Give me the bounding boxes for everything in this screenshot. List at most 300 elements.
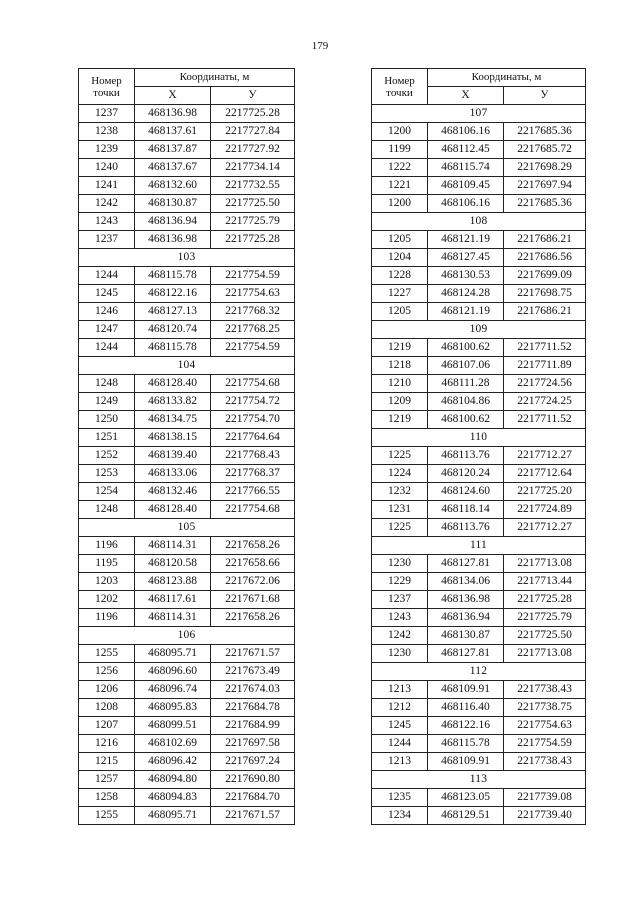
section-row xyxy=(372,213,586,231)
x-coordinate-cell: 468106.16 xyxy=(428,195,504,213)
y-coordinate-cell: 2217725.20 xyxy=(504,483,586,501)
y-coordinate-cell: 2217698.29 xyxy=(504,159,586,177)
table-row xyxy=(79,159,295,177)
point-number-cell: 1229 xyxy=(372,573,428,591)
x-coordinate-cell: 468099.51 xyxy=(135,717,211,735)
x-coordinate-cell: 468133.82 xyxy=(135,393,211,411)
point-number-cell: 1210 xyxy=(372,375,428,393)
table-row xyxy=(372,699,586,717)
point-number-cell: 1234 xyxy=(372,807,428,825)
point-number-cell: 1216 xyxy=(79,735,135,753)
table-row xyxy=(79,267,295,285)
x-coordinate-cell: 468116.40 xyxy=(428,699,504,717)
table-row xyxy=(79,681,295,699)
section-number: 109 xyxy=(372,321,586,339)
y-coordinate-cell: 2217684.99 xyxy=(211,717,295,735)
point-number-cell: 1237 xyxy=(372,591,428,609)
y-coordinate-cell: 2217732.55 xyxy=(211,177,295,195)
page-number: 179 xyxy=(311,40,329,52)
table-row xyxy=(79,321,295,339)
y-coordinate-cell: 2217754.68 xyxy=(211,375,295,393)
table-row xyxy=(372,411,586,429)
table-row xyxy=(79,339,295,357)
x-coordinate-cell: 468114.31 xyxy=(135,537,211,555)
x-coordinate-cell: 468120.58 xyxy=(135,555,211,573)
y-coordinate-cell: 2217712.64 xyxy=(504,465,586,483)
table-row xyxy=(372,231,586,249)
table-row xyxy=(372,717,586,735)
point-number-cell: 1237 xyxy=(79,105,135,123)
point-number-cell: 1202 xyxy=(79,591,135,609)
y-coordinate-cell: 2217725.28 xyxy=(211,231,295,249)
y-coordinate-cell: 2217738.43 xyxy=(504,753,586,771)
x-coordinate-cell: 468096.42 xyxy=(135,753,211,771)
point-number-cell: 1254 xyxy=(79,483,135,501)
x-coordinate-cell: 468095.83 xyxy=(135,699,211,717)
table-row xyxy=(79,735,295,753)
point-number-cell: 1222 xyxy=(372,159,428,177)
x-coordinate-cell: 468096.74 xyxy=(135,681,211,699)
section-number: 112 xyxy=(372,663,586,681)
y-coordinate-cell: 2217674.03 xyxy=(211,681,295,699)
y-coordinate-cell: 2217686.21 xyxy=(504,303,586,321)
x-coordinate-cell: 468109.91 xyxy=(428,753,504,771)
table-row xyxy=(372,159,586,177)
table-row xyxy=(79,123,295,141)
point-number-cell: 1235 xyxy=(372,789,428,807)
table-row xyxy=(79,195,295,213)
header-coordinates: Координаты, м xyxy=(428,69,586,87)
x-coordinate-cell: 468123.05 xyxy=(428,789,504,807)
table-row xyxy=(372,735,586,753)
y-coordinate-cell: 2217727.92 xyxy=(211,141,295,159)
table-row xyxy=(79,411,295,429)
point-number-cell: 1204 xyxy=(372,249,428,267)
point-number-cell: 1227 xyxy=(372,285,428,303)
table-row xyxy=(372,357,586,375)
table-row xyxy=(79,303,295,321)
table-row xyxy=(79,609,295,627)
y-coordinate-cell: 2217738.43 xyxy=(504,681,586,699)
point-number-cell: 1252 xyxy=(79,447,135,465)
y-coordinate-cell: 2217768.43 xyxy=(211,447,295,465)
point-number-cell: 1213 xyxy=(372,753,428,771)
x-coordinate-cell: 468115.78 xyxy=(135,267,211,285)
y-coordinate-cell: 2217684.78 xyxy=(211,699,295,717)
table-row xyxy=(372,465,586,483)
point-number-cell: 1195 xyxy=(79,555,135,573)
x-coordinate-cell: 468124.28 xyxy=(428,285,504,303)
table-row xyxy=(79,447,295,465)
y-coordinate-cell: 2217686.21 xyxy=(504,231,586,249)
y-coordinate-cell: 2217658.26 xyxy=(211,609,295,627)
point-number-cell: 1225 xyxy=(372,447,428,465)
point-number-cell: 1196 xyxy=(79,537,135,555)
point-number-cell: 1206 xyxy=(79,681,135,699)
x-coordinate-cell: 468132.60 xyxy=(135,177,211,195)
x-coordinate-cell: 468117.61 xyxy=(135,591,211,609)
section-number: 108 xyxy=(372,213,586,231)
point-number-cell: 1240 xyxy=(79,159,135,177)
table-row xyxy=(79,393,295,411)
y-coordinate-cell: 2217764.64 xyxy=(211,429,295,447)
point-number-cell: 1245 xyxy=(372,717,428,735)
y-coordinate-cell: 2217768.32 xyxy=(211,303,295,321)
table-row xyxy=(372,573,586,591)
y-coordinate-cell: 2217713.08 xyxy=(504,645,586,663)
x-coordinate-cell: 468120.74 xyxy=(135,321,211,339)
point-number-cell: 1237 xyxy=(79,231,135,249)
table-row xyxy=(79,537,295,555)
y-coordinate-cell: 2217739.40 xyxy=(504,807,586,825)
y-coordinate-cell: 2217685.36 xyxy=(504,123,586,141)
x-coordinate-cell: 468114.31 xyxy=(135,609,211,627)
x-coordinate-cell: 468115.78 xyxy=(428,735,504,753)
point-number-cell: 1242 xyxy=(372,627,428,645)
x-coordinate-cell: 468095.71 xyxy=(135,807,211,825)
y-coordinate-cell: 2217725.28 xyxy=(504,591,586,609)
section-row xyxy=(79,357,295,375)
point-number-cell: 1245 xyxy=(79,285,135,303)
point-number-cell: 1219 xyxy=(372,339,428,357)
table-row xyxy=(372,645,586,663)
x-coordinate-cell: 468122.16 xyxy=(135,285,211,303)
point-number-cell: 1199 xyxy=(372,141,428,159)
table-row xyxy=(79,573,295,591)
section-row xyxy=(372,663,586,681)
section-number: 107 xyxy=(372,105,586,123)
x-coordinate-cell: 468127.13 xyxy=(135,303,211,321)
table-row xyxy=(372,591,586,609)
x-coordinate-cell: 468136.98 xyxy=(428,591,504,609)
y-coordinate-cell: 2217658.66 xyxy=(211,555,295,573)
y-coordinate-cell: 2217685.36 xyxy=(504,195,586,213)
point-number-cell: 1209 xyxy=(372,393,428,411)
section-row xyxy=(79,519,295,537)
point-number-cell: 1249 xyxy=(79,393,135,411)
y-coordinate-cell: 2217711.52 xyxy=(504,411,586,429)
y-coordinate-cell: 2217672.06 xyxy=(211,573,295,591)
table-row xyxy=(79,465,295,483)
y-coordinate-cell: 2217658.26 xyxy=(211,537,295,555)
y-coordinate-cell: 2217766.55 xyxy=(211,483,295,501)
header-point-number: Номер точки xyxy=(79,69,135,105)
x-coordinate-cell: 468127.81 xyxy=(428,645,504,663)
coordinates-table-left xyxy=(78,68,295,825)
table-row xyxy=(79,807,295,825)
x-coordinate-cell: 468100.62 xyxy=(428,411,504,429)
point-number-cell: 1228 xyxy=(372,267,428,285)
x-coordinate-cell: 468121.19 xyxy=(428,303,504,321)
y-coordinate-cell: 2217754.63 xyxy=(211,285,295,303)
table-row xyxy=(372,195,586,213)
x-coordinate-cell: 468100.62 xyxy=(428,339,504,357)
y-coordinate-cell: 2217725.79 xyxy=(211,213,295,231)
y-coordinate-cell: 2217768.37 xyxy=(211,465,295,483)
x-coordinate-cell: 468128.40 xyxy=(135,501,211,519)
y-coordinate-cell: 2217697.94 xyxy=(504,177,586,195)
table-row xyxy=(79,213,295,231)
y-coordinate-cell: 2217725.28 xyxy=(211,105,295,123)
point-number-cell: 1215 xyxy=(79,753,135,771)
x-coordinate-cell: 468120.24 xyxy=(428,465,504,483)
x-coordinate-cell: 468109.45 xyxy=(428,177,504,195)
point-number-cell: 1196 xyxy=(79,609,135,627)
table-row xyxy=(79,699,295,717)
table-body-right xyxy=(372,105,586,825)
point-number-cell: 1200 xyxy=(372,195,428,213)
table-row xyxy=(79,285,295,303)
table-row xyxy=(79,141,295,159)
point-number-cell: 1224 xyxy=(372,465,428,483)
x-coordinate-cell: 468134.06 xyxy=(428,573,504,591)
point-number-cell: 1205 xyxy=(372,303,428,321)
table-row xyxy=(79,501,295,519)
y-coordinate-cell: 2217754.63 xyxy=(504,717,586,735)
x-coordinate-cell: 468106.16 xyxy=(428,123,504,141)
point-number-cell: 1230 xyxy=(372,645,428,663)
point-number-cell: 1255 xyxy=(79,645,135,663)
table-row xyxy=(79,789,295,807)
point-number-cell: 1250 xyxy=(79,411,135,429)
table-row xyxy=(79,177,295,195)
y-coordinate-cell: 2217754.70 xyxy=(211,411,295,429)
y-coordinate-cell: 2217725.50 xyxy=(504,627,586,645)
y-coordinate-cell: 2217725.50 xyxy=(211,195,295,213)
point-number-cell: 1232 xyxy=(372,483,428,501)
x-coordinate-cell: 468102.69 xyxy=(135,735,211,753)
table-row xyxy=(79,429,295,447)
table-row xyxy=(372,285,586,303)
table-row xyxy=(372,483,586,501)
x-coordinate-cell: 468130.53 xyxy=(428,267,504,285)
x-coordinate-cell: 468130.87 xyxy=(428,627,504,645)
y-coordinate-cell: 2217724.25 xyxy=(504,393,586,411)
x-coordinate-cell: 468132.46 xyxy=(135,483,211,501)
section-row xyxy=(79,249,295,267)
header-y: У xyxy=(504,87,586,105)
table-row xyxy=(372,753,586,771)
y-coordinate-cell: 2217754.68 xyxy=(211,501,295,519)
y-coordinate-cell: 2217684.70 xyxy=(211,789,295,807)
y-coordinate-cell: 2217673.49 xyxy=(211,663,295,681)
point-number-cell: 1242 xyxy=(79,195,135,213)
y-coordinate-cell: 2217754.72 xyxy=(211,393,295,411)
point-number-cell: 1255 xyxy=(79,807,135,825)
x-coordinate-cell: 468113.76 xyxy=(428,447,504,465)
y-coordinate-cell: 2217698.75 xyxy=(504,285,586,303)
table-row xyxy=(79,717,295,735)
table-row xyxy=(372,303,586,321)
x-coordinate-cell: 468138.15 xyxy=(135,429,211,447)
table-body-left xyxy=(79,105,295,825)
x-coordinate-cell: 468139.40 xyxy=(135,447,211,465)
table-row xyxy=(372,789,586,807)
section-number: 106 xyxy=(79,627,295,645)
y-coordinate-cell: 2217711.52 xyxy=(504,339,586,357)
header-coordinates: Координаты, м xyxy=(135,69,295,87)
y-coordinate-cell: 2217713.44 xyxy=(504,573,586,591)
x-coordinate-cell: 468133.06 xyxy=(135,465,211,483)
x-coordinate-cell: 468127.81 xyxy=(428,555,504,573)
y-coordinate-cell: 2217768.25 xyxy=(211,321,295,339)
point-number-cell: 1218 xyxy=(372,357,428,375)
section-row xyxy=(372,105,586,123)
y-coordinate-cell: 2217724.56 xyxy=(504,375,586,393)
point-number-cell: 1203 xyxy=(79,573,135,591)
x-coordinate-cell: 468134.75 xyxy=(135,411,211,429)
section-row xyxy=(372,429,586,447)
y-coordinate-cell: 2217697.58 xyxy=(211,735,295,753)
x-coordinate-cell: 468096.60 xyxy=(135,663,211,681)
table-row xyxy=(372,267,586,285)
x-coordinate-cell: 468129.51 xyxy=(428,807,504,825)
table-row xyxy=(79,555,295,573)
x-coordinate-cell: 468111.28 xyxy=(428,375,504,393)
table-row xyxy=(79,771,295,789)
section-number: 104 xyxy=(79,357,295,375)
point-number-cell: 1207 xyxy=(79,717,135,735)
point-number-cell: 1239 xyxy=(79,141,135,159)
point-number-cell: 1246 xyxy=(79,303,135,321)
section-row xyxy=(372,771,586,789)
point-number-cell: 1221 xyxy=(372,177,428,195)
x-coordinate-cell: 468136.98 xyxy=(135,105,211,123)
y-coordinate-cell: 2217739.08 xyxy=(504,789,586,807)
section-number: 103 xyxy=(79,249,295,267)
point-number-cell: 1243 xyxy=(79,213,135,231)
point-number-cell: 1248 xyxy=(79,375,135,393)
point-number-cell: 1231 xyxy=(372,501,428,519)
x-coordinate-cell: 468137.87 xyxy=(135,141,211,159)
header-y: У xyxy=(211,87,295,105)
point-number-cell: 1208 xyxy=(79,699,135,717)
point-number-cell: 1225 xyxy=(372,519,428,537)
point-number-cell: 1253 xyxy=(79,465,135,483)
x-coordinate-cell: 468104.86 xyxy=(428,393,504,411)
x-coordinate-cell: 468109.91 xyxy=(428,681,504,699)
y-coordinate-cell: 2217754.59 xyxy=(211,339,295,357)
y-coordinate-cell: 2217671.57 xyxy=(211,645,295,663)
x-coordinate-cell: 468137.61 xyxy=(135,123,211,141)
table-row xyxy=(79,753,295,771)
table-row xyxy=(372,807,586,825)
point-number-cell: 1256 xyxy=(79,663,135,681)
point-number-cell: 1244 xyxy=(79,339,135,357)
coordinates-table-right xyxy=(371,68,586,825)
point-number-cell: 1219 xyxy=(372,411,428,429)
y-coordinate-cell: 2217686.56 xyxy=(504,249,586,267)
x-coordinate-cell: 468113.76 xyxy=(428,519,504,537)
section-number: 113 xyxy=(372,771,586,789)
x-coordinate-cell: 468136.94 xyxy=(135,213,211,231)
table-row xyxy=(79,231,295,249)
point-number-cell: 1205 xyxy=(372,231,428,249)
point-number-cell: 1251 xyxy=(79,429,135,447)
x-coordinate-cell: 468127.45 xyxy=(428,249,504,267)
point-number-cell: 1243 xyxy=(372,609,428,627)
y-coordinate-cell: 2217711.89 xyxy=(504,357,586,375)
point-number-cell: 1200 xyxy=(372,123,428,141)
y-coordinate-cell: 2217671.57 xyxy=(211,807,295,825)
y-coordinate-cell: 2217690.80 xyxy=(211,771,295,789)
x-coordinate-cell: 468107.06 xyxy=(428,357,504,375)
section-row xyxy=(79,627,295,645)
header-x: X xyxy=(428,87,504,105)
x-coordinate-cell: 468095.71 xyxy=(135,645,211,663)
x-coordinate-cell: 468123.88 xyxy=(135,573,211,591)
table-row xyxy=(372,501,586,519)
point-number-cell: 1244 xyxy=(79,267,135,285)
y-coordinate-cell: 2217699.09 xyxy=(504,267,586,285)
table-row xyxy=(79,105,295,123)
y-coordinate-cell: 2217754.59 xyxy=(211,267,295,285)
header-x: X xyxy=(135,87,211,105)
y-coordinate-cell: 2217725.79 xyxy=(504,609,586,627)
section-row xyxy=(372,537,586,555)
point-number-cell: 1213 xyxy=(372,681,428,699)
y-coordinate-cell: 2217738.75 xyxy=(504,699,586,717)
y-coordinate-cell: 2217727.84 xyxy=(211,123,295,141)
table-row xyxy=(372,249,586,267)
x-coordinate-cell: 468128.40 xyxy=(135,375,211,393)
table-row xyxy=(372,177,586,195)
table-row xyxy=(79,663,295,681)
y-coordinate-cell: 2217734.14 xyxy=(211,159,295,177)
x-coordinate-cell: 468136.94 xyxy=(428,609,504,627)
x-coordinate-cell: 468121.19 xyxy=(428,231,504,249)
point-number-cell: 1258 xyxy=(79,789,135,807)
x-coordinate-cell: 468118.14 xyxy=(428,501,504,519)
point-number-cell: 1244 xyxy=(372,735,428,753)
table-row xyxy=(372,555,586,573)
point-number-cell: 1247 xyxy=(79,321,135,339)
table-row xyxy=(372,339,586,357)
point-number-cell: 1212 xyxy=(372,699,428,717)
table-row xyxy=(372,375,586,393)
table-row xyxy=(372,681,586,699)
y-coordinate-cell: 2217754.59 xyxy=(504,735,586,753)
table-row xyxy=(372,393,586,411)
table-row xyxy=(372,447,586,465)
x-coordinate-cell: 468115.78 xyxy=(135,339,211,357)
table-row xyxy=(372,519,586,537)
x-coordinate-cell: 468124.60 xyxy=(428,483,504,501)
x-coordinate-cell: 468130.87 xyxy=(135,195,211,213)
point-number-cell: 1230 xyxy=(372,555,428,573)
section-number: 105 xyxy=(79,519,295,537)
x-coordinate-cell: 468112.45 xyxy=(428,141,504,159)
table-row xyxy=(372,609,586,627)
y-coordinate-cell: 2217685.72 xyxy=(504,141,586,159)
y-coordinate-cell: 2217712.27 xyxy=(504,519,586,537)
header-point-number: Номер точки xyxy=(372,69,428,105)
x-coordinate-cell: 468115.74 xyxy=(428,159,504,177)
x-coordinate-cell: 468137.67 xyxy=(135,159,211,177)
x-coordinate-cell: 468094.80 xyxy=(135,771,211,789)
y-coordinate-cell: 2217671.68 xyxy=(211,591,295,609)
y-coordinate-cell: 2217713.08 xyxy=(504,555,586,573)
table-row xyxy=(79,375,295,393)
y-coordinate-cell: 2217697.24 xyxy=(211,753,295,771)
point-number-cell: 1238 xyxy=(79,123,135,141)
x-coordinate-cell: 468122.16 xyxy=(428,717,504,735)
point-number-cell: 1248 xyxy=(79,501,135,519)
table-row xyxy=(79,645,295,663)
point-number-cell: 1241 xyxy=(79,177,135,195)
table-row xyxy=(79,483,295,501)
table-row xyxy=(372,627,586,645)
